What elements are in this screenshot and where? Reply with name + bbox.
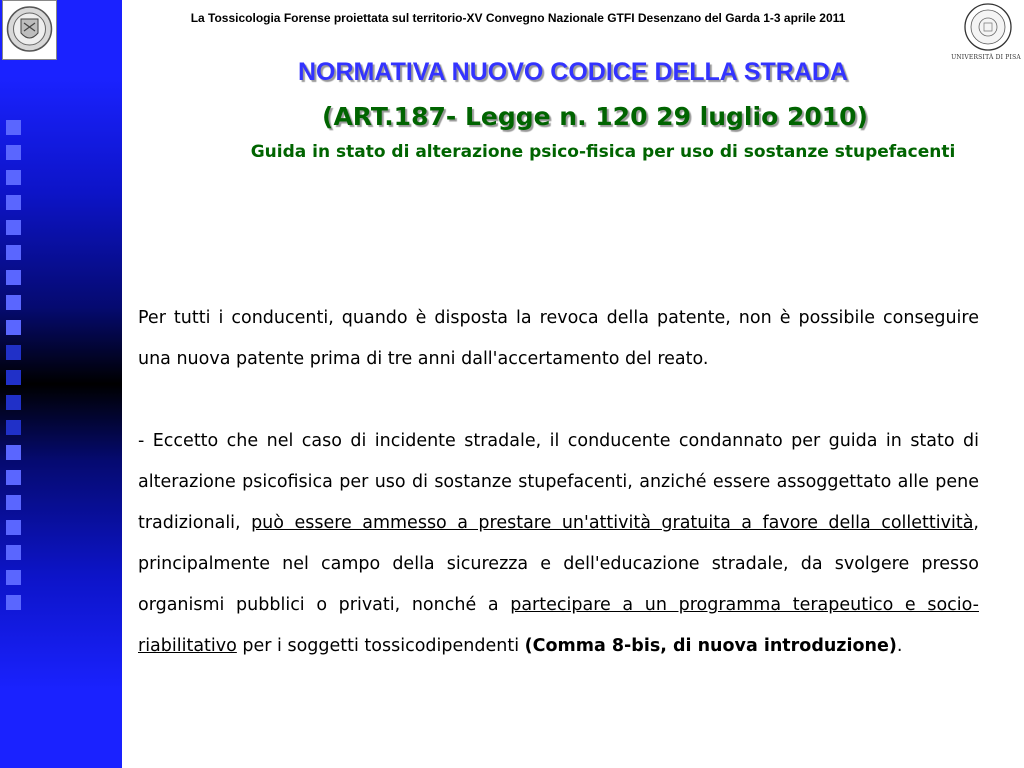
left-decorative-band	[0, 0, 122, 768]
p2-text-1: - Eccetto che nel caso di incidente stradale, il conducente condannato per guida in stato di alterazione psicofisica per uso di sostanze stupefacenti, anziché essere assoggettato alle pene tradizionali,	[138, 431, 979, 533]
paragraph-eccetto	[138, 421, 979, 667]
law-reference: (ART.187- Legge n. 120 29 luglio 2010)	[322, 102, 868, 131]
p2-text-2: , principalmente nel campo della sicurezza e dell'educazione stradale, da svolgere presso organismi pubblici o privati, nonché a	[138, 513, 979, 615]
p2-end: .	[896, 636, 903, 656]
university-caption: UNIVERSITÀ DI PISA	[951, 54, 1021, 61]
conference-header: La Tossicologia Forense proiettata sul territorio-XV Convegno Nazionale GTFI Desenzano del Garda 1-3 aprile 2011	[190, 11, 846, 25]
slide-subtitle: Guida in stato di alterazione psico-fisica per uso di sostanze stupefacenti	[250, 142, 956, 162]
slide-title: NORMATIVA NUOVO CODICE DELLA STRADA	[298, 58, 848, 86]
paragraph-revoca: Per tutti i conducenti, quando è disposta la revoca della patente, non è possibile conseguire una nuova patente prima di tre anni dall'accertamento del reato.	[138, 308, 979, 369]
decorative-squares	[6, 120, 26, 620]
body-text	[138, 298, 979, 667]
society-logo	[2, 0, 57, 60]
p2-underline-1: può essere ammesso a prestare un'attività gratuita a favore della collettività	[251, 513, 974, 533]
p2-underline-2: partecipare a un programma terapeutico e socio-riabilitativo	[138, 595, 979, 656]
p2-bold-note: (Comma 8-bis, di nuova introduzione)	[524, 636, 897, 656]
p2-text-3: per i soggetti tossicodipendenti	[236, 636, 525, 656]
